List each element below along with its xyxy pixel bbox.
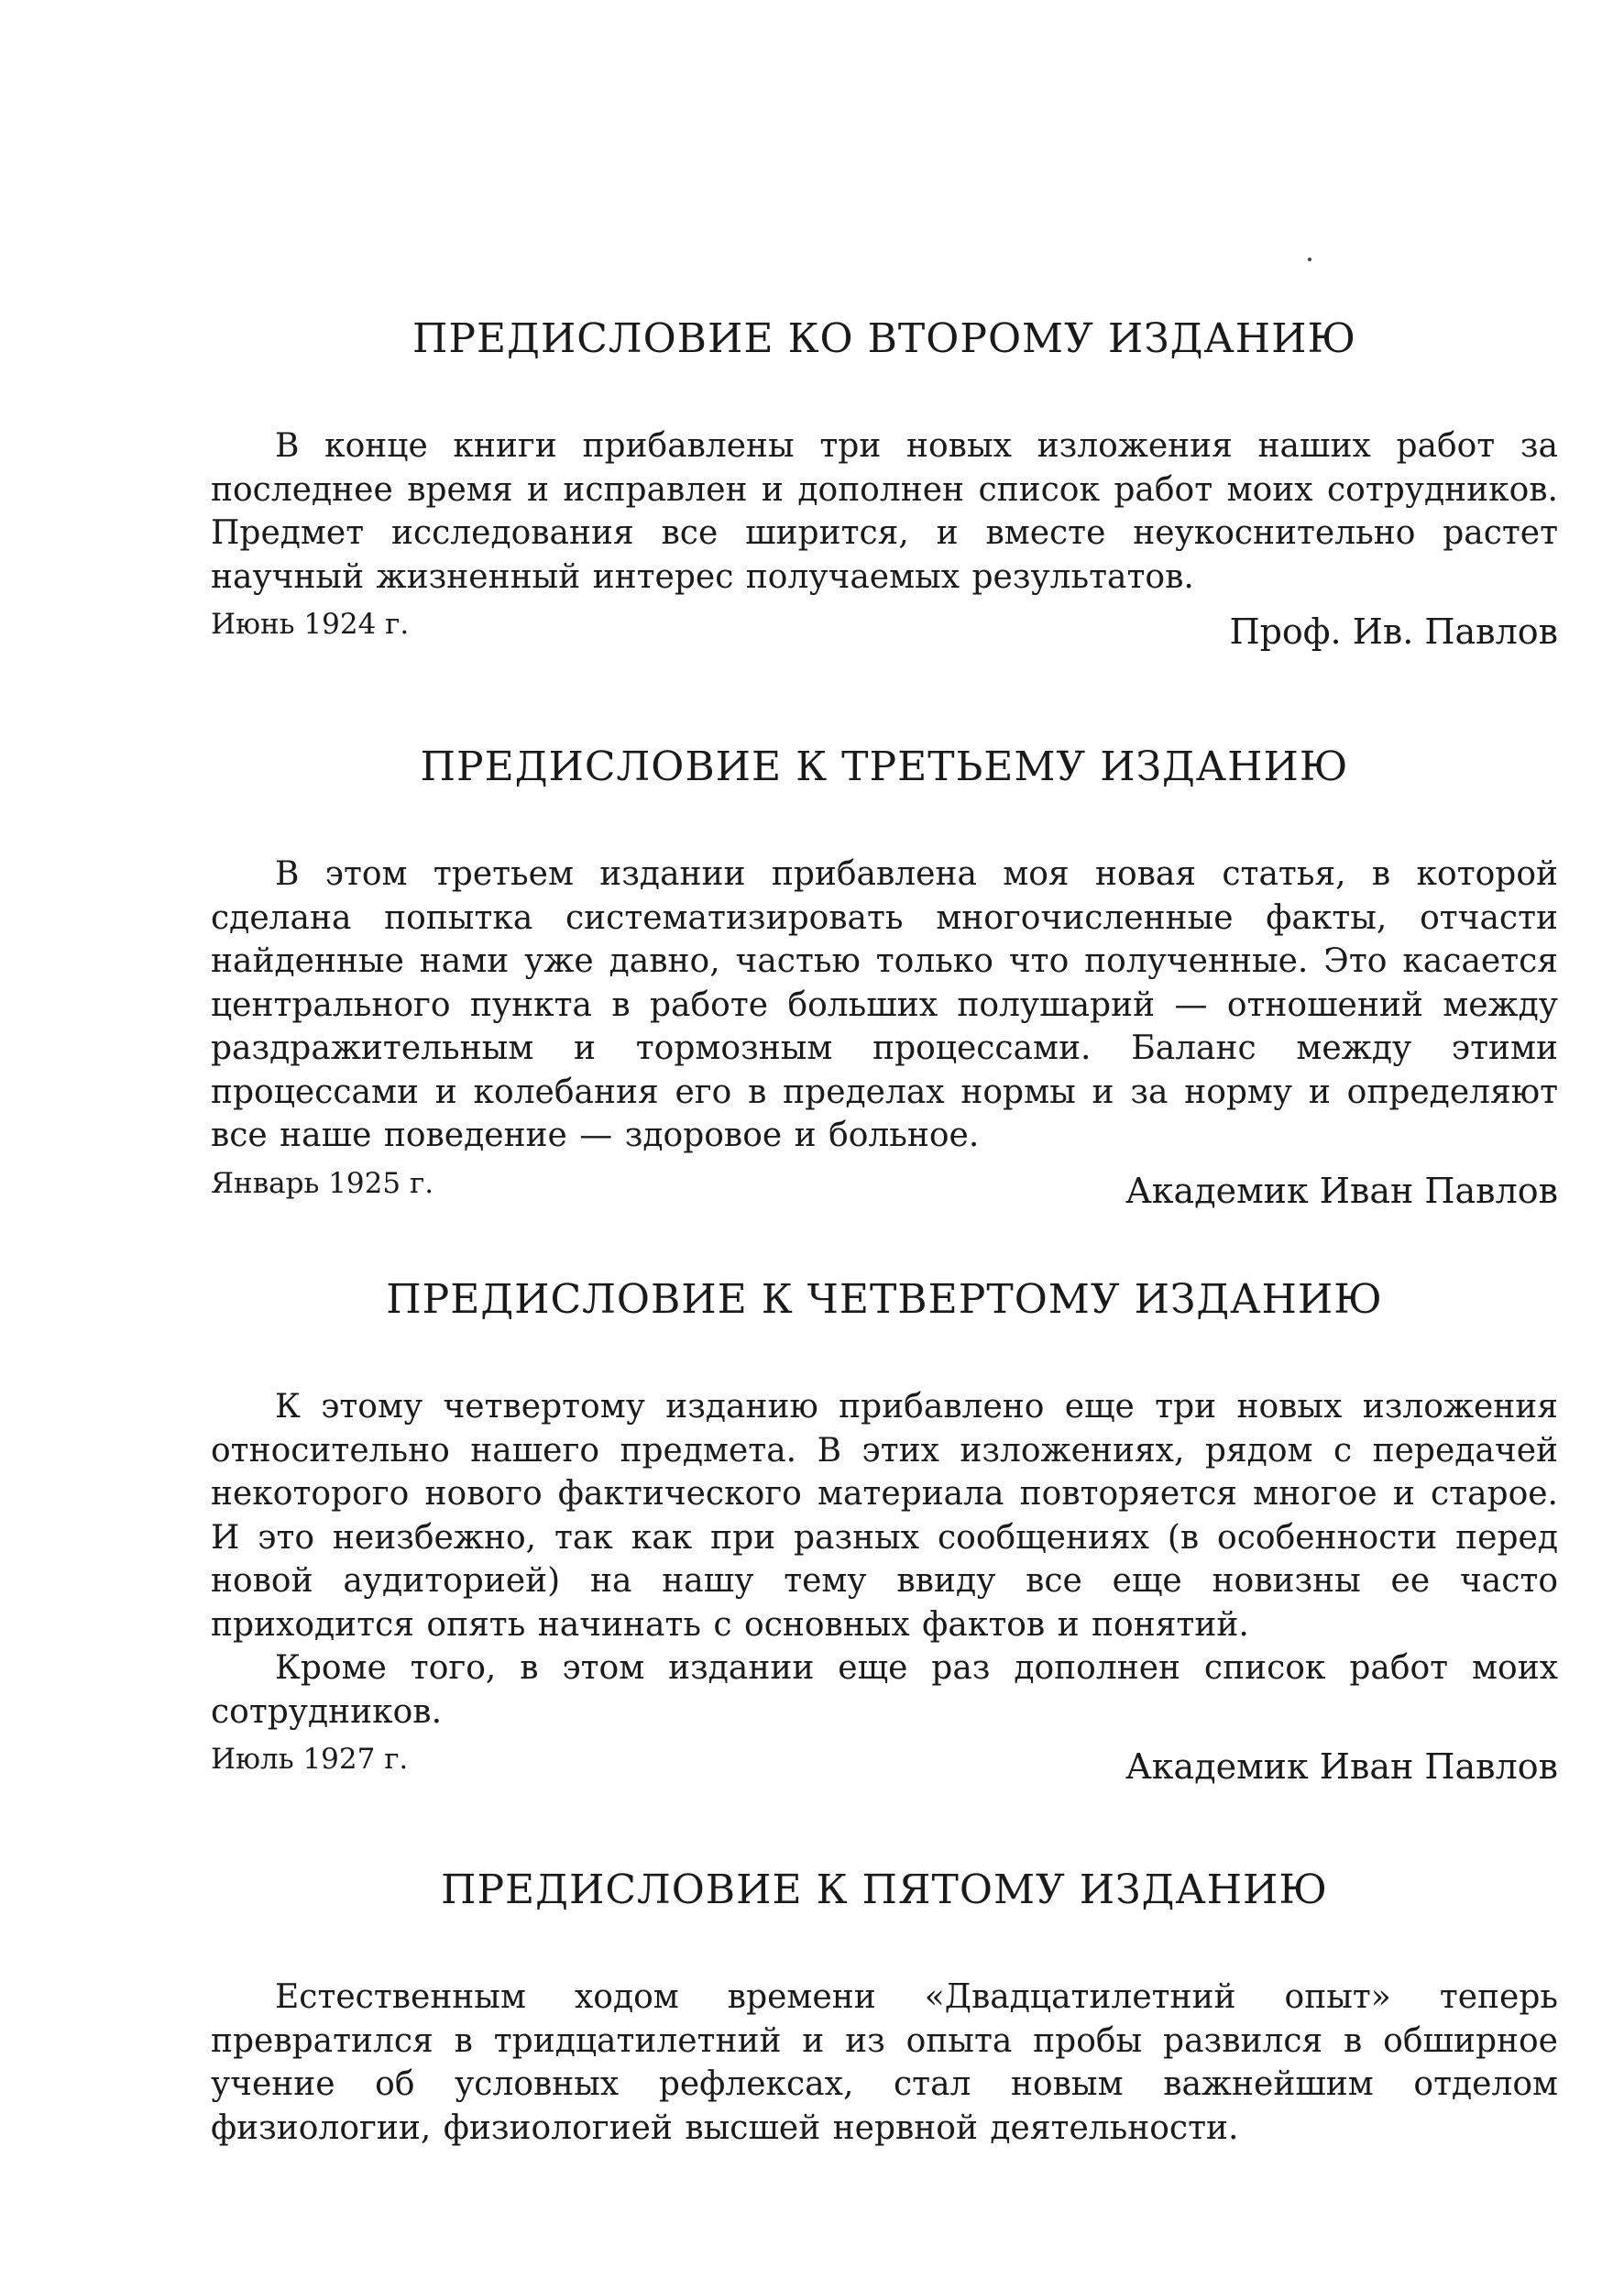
preface-fourth-edition (211, 1272, 1558, 1787)
section-heading: ПРЕДИСЛОВИЕ К ЧЕТВЕРТОМУ ИЗДАНИЮ (386, 1276, 1383, 1323)
preface-second-edition (211, 312, 1558, 652)
signature-row (211, 606, 1558, 652)
section-date: Июль 1927 г. (211, 1743, 409, 1776)
section-signature: Академик Иван Павлов (1125, 1170, 1558, 1211)
section-heading: ПРЕДИСЛОВИЕ КО ВТОРОМУ ИЗДАНИЮ (411, 315, 1356, 362)
section-signature: Проф. Ив. Павлов (1229, 611, 1558, 652)
section-paragraph: Естественным ходом времени «Двадцатилетний опыт» теперь превратился в тридцатилетний и из опыта пробы развился в обширное учение об условных рефлексах, стал новым важнейшим отделом физиологии, физиологией высшей нервной деятельности. (211, 1978, 1558, 2147)
signature-row (211, 1165, 1558, 1211)
print-speck (1308, 258, 1311, 261)
preface-fifth-edition (211, 1863, 1558, 2150)
section-paragraph: В этом третьем издании прибавлена моя новая статья, в которой сделана попытка систематизировать многочисленные факты, отчасти найденные нами уже давно, частью только что полученные. Это касается центрального пункта в работе больших полушарий — отношений между раздражительным и тормозным процессами. Баланс между этими процессами и колебания его в пределах нормы и за норму и определяют все наше поведение — здоровое и больное. (211, 855, 1558, 1154)
section-heading: ПРЕДИСЛОВИЕ К ТРЕТЬЕМУ ИЗДАНИЮ (420, 743, 1349, 790)
preface-third-edition (211, 740, 1558, 1211)
section-date: Январь 1925 г. (211, 1166, 434, 1200)
section-paragraph: В конце книги прибавлены три новых изложения наших работ за последнее время и исправлен и дополнен список работ моих сотрудников. Предмет исследования все ширится, и вместе неукоснительно растет научный жизненный интерес получаемых результатов. (211, 427, 1558, 596)
section-signature: Академик Иван Павлов (1125, 1746, 1558, 1787)
section-paragraph: К этому четвертому изданию прибавлено еще три новых изложения относительно нашего предмета. В этих изложениях, рядом с передачей некоторого нового фактического материала повторяется многое и старое. И это неизбежно, так как при разных сообщениях (в особенности перед новой аудиторией) на нашу тему ввиду все еще новизны ее часто приходится опять начинать с основных фактов и понятий. (211, 1388, 1558, 1644)
book-page (211, 0, 1558, 2279)
section-date: Июнь 1924 г. (211, 608, 410, 641)
signature-row (211, 1741, 1558, 1787)
section-paragraph: Кроме того, в этом издании еще раз дополнен список работ моих сотрудников. (211, 1649, 1558, 1731)
section-heading: ПРЕДИСЛОВИЕ К ПЯТОМУ ИЗДАНИЮ (441, 1866, 1328, 1913)
